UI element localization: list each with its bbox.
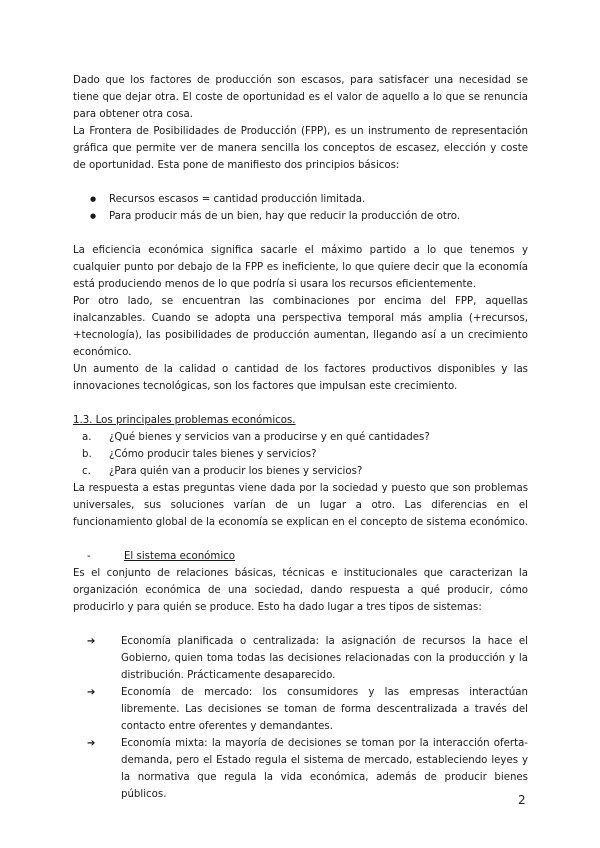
dash-marker: - (87, 551, 91, 562)
arrow-icon: ➔ (87, 738, 96, 749)
list-marker: b. (82, 449, 92, 460)
subsection-heading (73, 548, 528, 565)
subsection-title: El sistema económico (124, 551, 235, 562)
questions-list (73, 429, 528, 480)
paragraph-unreachable: Por otro lado, se encuentran las combinaciones por encima del FPP, aquellas inalcanzables. Cuando se adopta una perspectiva temporal más amplia (+recursos, +tecnología), las posibilidades de producción aumentan, llegando así a un crecimiento económico. (73, 296, 528, 358)
page-content (73, 72, 528, 803)
systems-list (73, 633, 528, 803)
question-text: ¿Cómo producir tales bienes y servicios? (109, 449, 317, 460)
system-text: Economía mixta: la mayoría de decisiones se toman por la interacción oferta-demanda, pero el Estado regula el sistema de mercado, estableciendo leyes y la normativa que regula la vida económica, además de producir bienes públicos. (121, 738, 528, 800)
paragraph-growth: Un aumento de la calidad o cantidad de los factores productivos disponibles y las innovaciones tecnológicas, son los factores que impulsan este crecimiento. (73, 364, 528, 392)
arrow-icon: ➔ (87, 687, 96, 698)
system-text: Economía planificada o centralizada: la asignación de recursos la hace el Gobierno, quien toma todas las decisiones relacionadas con la producción y la distribución. Prácticamente desaparecido. (121, 636, 528, 681)
paragraph-fpp-intro: La Frontera de Posibilidades de Producción (FPP), es un instrumento de representación gráfica que permite ver de manera sencilla los conceptos de escasez, elección y coste de oportunidad. Esta pone de manifiesto dos principios básicos: (73, 126, 528, 171)
paragraph-efficiency: La eficiencia económica significa sacarle el máximo partido a lo que tenemos y cualquier punto por debajo de la FPP es ineficiente, lo que quiere decir que la economía está produciendo menos de lo que podría si usara los recursos eficientemente. (73, 245, 528, 290)
list-item: ● Para producir más de un bien, hay que reducir la producción de otro. (73, 208, 528, 225)
list-item (73, 429, 528, 446)
section-heading: 1.3. Los principales problemas económicos. (73, 415, 296, 426)
list-item (73, 735, 528, 803)
system-text: Economía de mercado: los consumidores y las empresas interactúan libremente. Las decisiones se toman de forma descentralizada a través del contacto entre oferentes y demandantes. (121, 687, 528, 732)
arrow-icon: ➔ (87, 636, 96, 647)
list-item: ● Recursos escasos = cantidad producción limitada. (73, 191, 528, 208)
list-item (73, 463, 528, 480)
principles-list (73, 191, 528, 225)
paragraph-system-definition: Es el conjunto de relaciones básicas, técnicas e institucionales que caracterizan la organización económica de una sociedad, dando respuesta a qué producir, cómo producirlo y para quién se produce. Esto ha dado lugar a tres tipos de sistemas: (73, 568, 528, 613)
paragraph-answer: La respuesta a estas preguntas viene dada por la sociedad y puesto que son problemas universales, sus soluciones varían de un lugar a otro. Las diferencias en el funcionamiento global de la economía se explican en el concepto de sistema económico. (73, 483, 528, 528)
paragraph-opportunity-cost: Dado que los factores de producción son escasos, para satisfacer una necesidad se tiene que dejar otra. El coste de oportunidad es el valor de aquello a lo que se renuncia para obtener otra cosa. (73, 75, 528, 120)
question-text: ¿Qué bienes y servicios van a producirse y en qué cantidades? (109, 432, 430, 443)
list-item (73, 446, 528, 463)
list-marker: c. (82, 466, 91, 477)
list-item (73, 684, 528, 735)
question-text: ¿Para quién van a producir los bienes y servicios? (109, 466, 363, 477)
page-number: 2 (518, 793, 526, 807)
list-marker: a. (82, 432, 92, 443)
list-item (73, 633, 528, 684)
